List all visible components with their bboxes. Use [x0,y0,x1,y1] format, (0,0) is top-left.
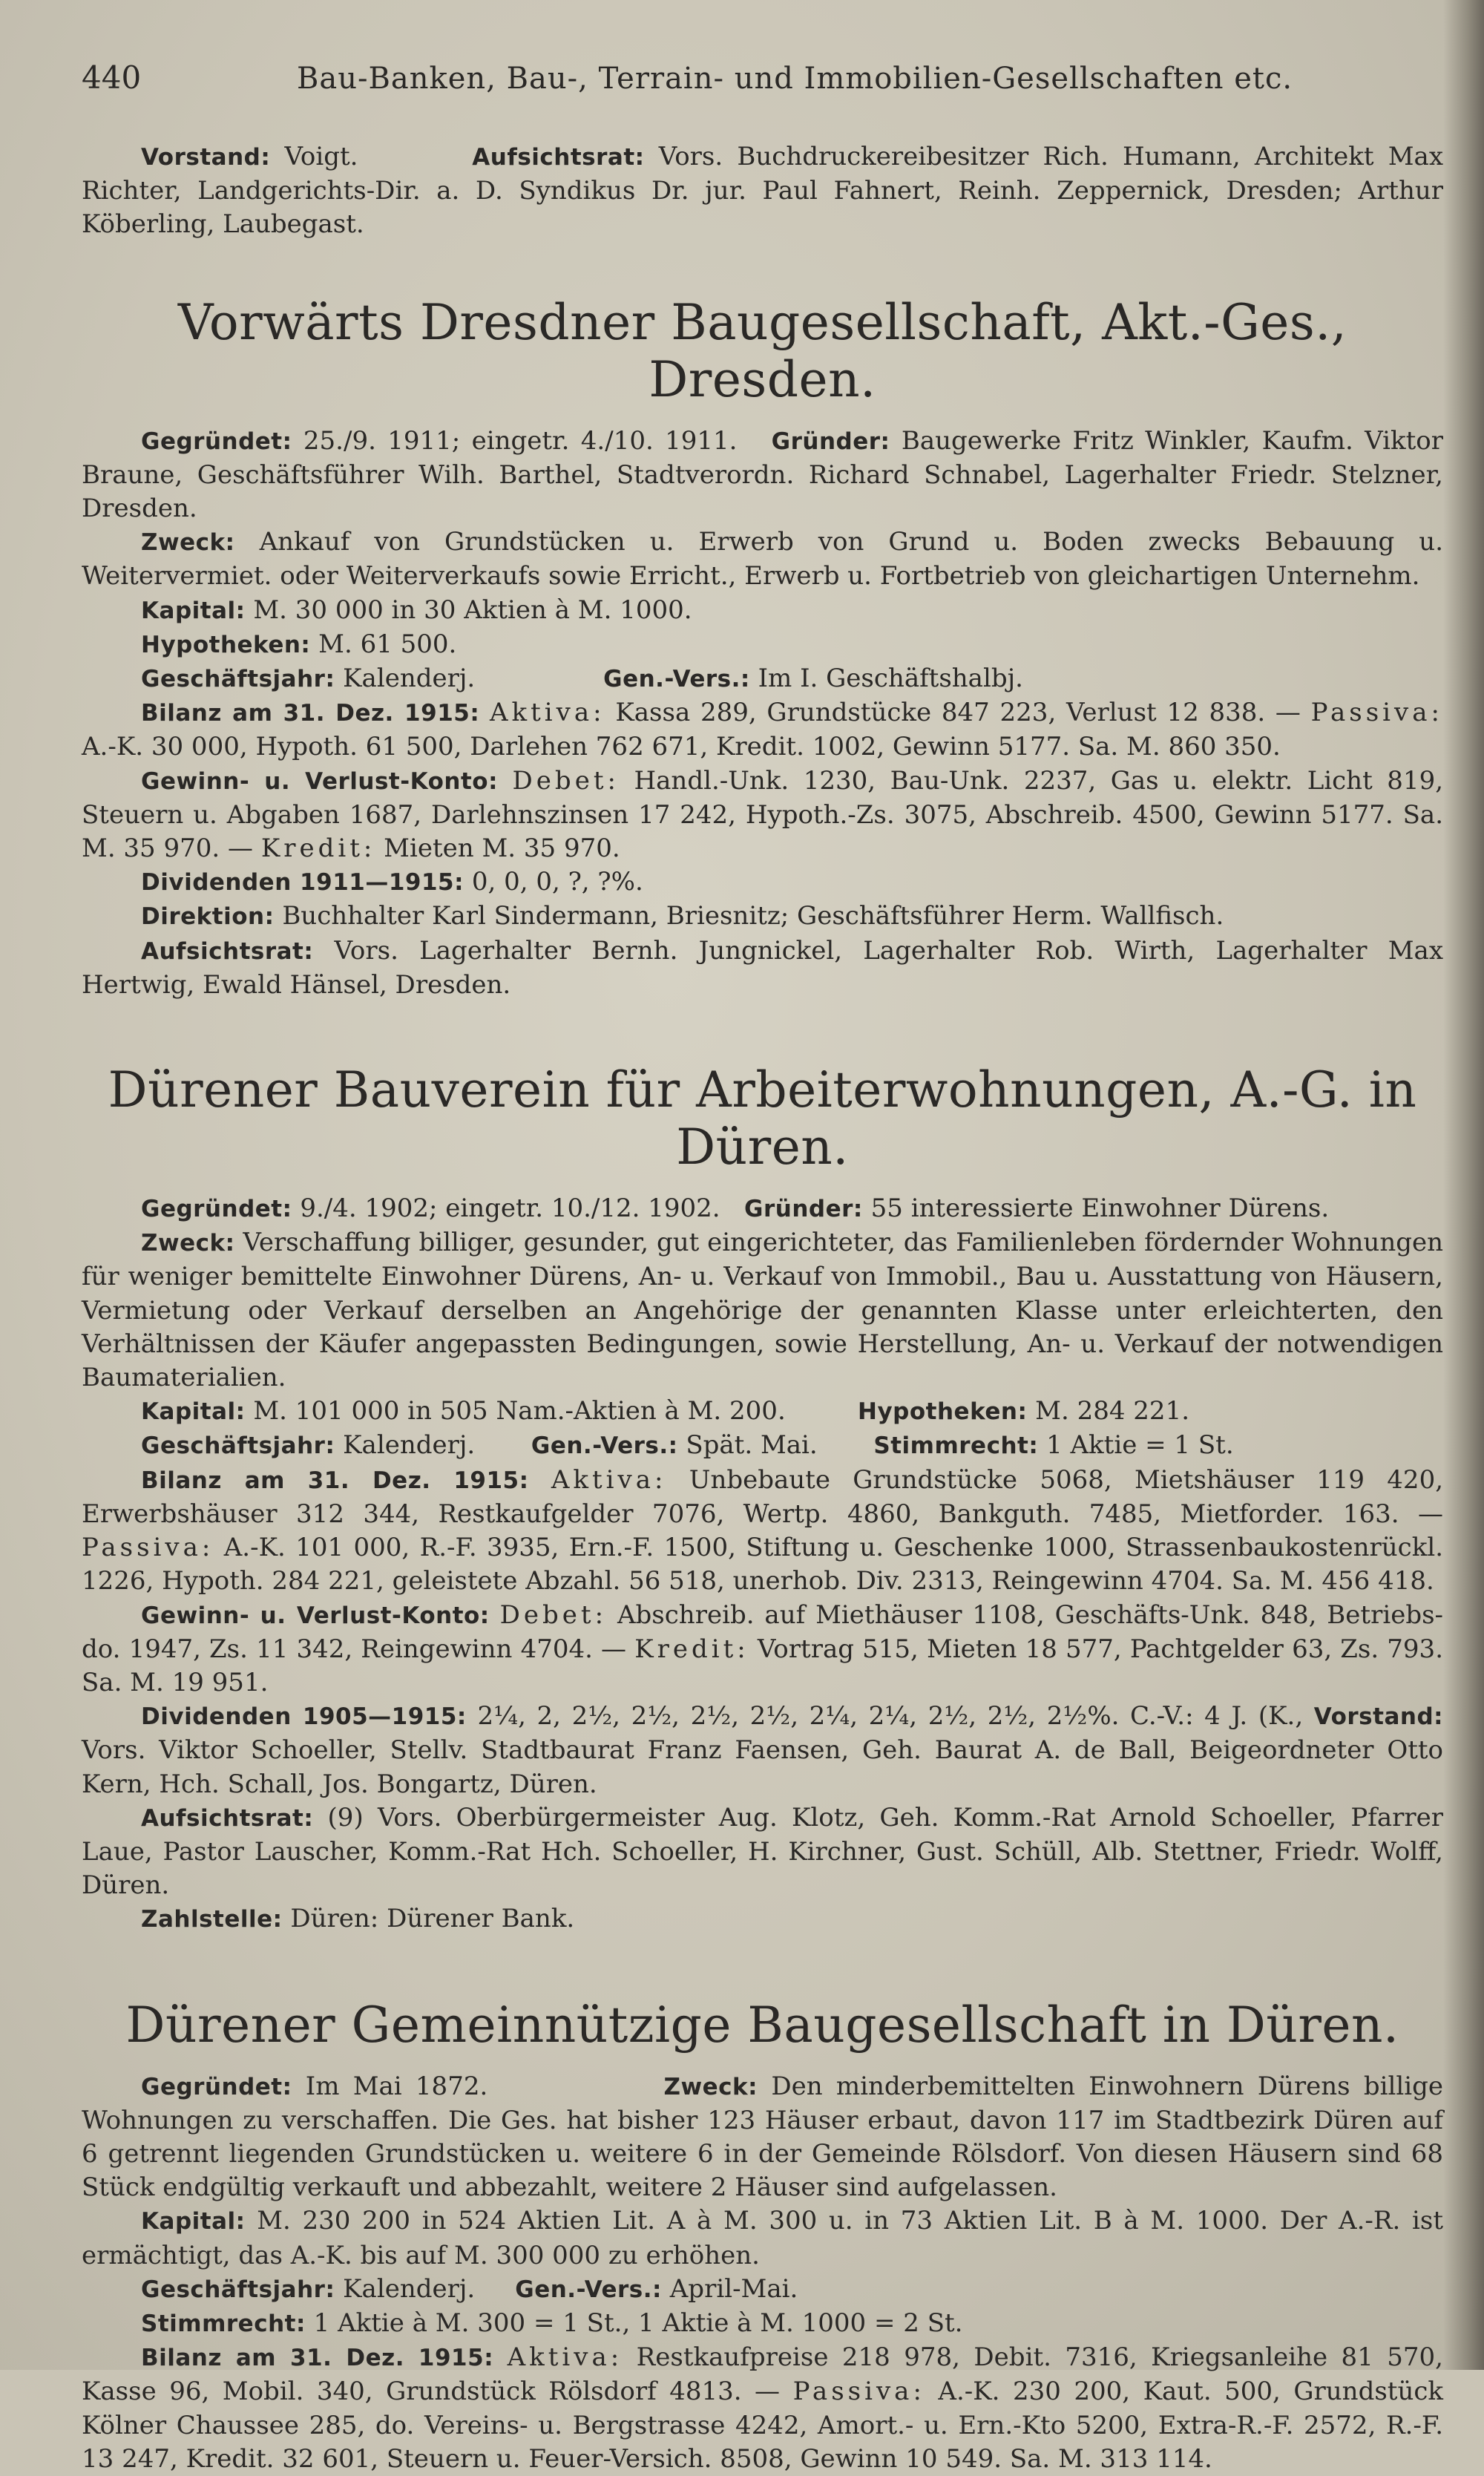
field-text: M. 230 200 in 524 Aktien Lit. A à M. 300 u. in 73 Aktien Lit. B à M. 1000. Der A.-R. ist ermächtigt, das A.-K. bis auf M. 300 000 zu erhöhen. [82,2206,1443,2270]
field-label: Gegründet: [141,428,292,455]
field-label: Dividenden 1905—1915: [141,1703,467,1731]
field-label: Aufsichtsrat: [141,937,314,965]
field-text: Mieten M. 35 970. [384,833,620,864]
page-number: 440 [82,59,142,96]
field-text: 55 interessierte Einwohner Dürens. [870,1193,1330,1224]
field-text: Spät. Mai. [686,1430,818,1461]
entry-paragraph [82,2070,1443,2205]
field-text: Ankauf von Grundstücken u. Erwerb von Grund u. Boden zwecks Bebauung u. Weitervermiet. oder Weiterverkaufs sowie Erricht., Erwerb u. Fortbetrieb von gleichartigen Unternehm. [82,527,1444,592]
field-label: Zweck: [663,2073,758,2100]
field-text: Buchhalter Karl Sindermann, Briesnitz; Geschäftsführer Herm. Wallfisch. [282,901,1224,931]
company-title: Vorwärts Dresdner Baugesellschaft, Akt.-Ges., Dresden. [177,293,1347,408]
field-text: Verschaffung billiger, gesunder, gut eingerichteter, das Familienleben fördernder Wohnungen für weniger bemittelte Einwohner Dürens, An- u. Verkauf von Immobil., Bau u. Ausstattung von Häusern, Vermietung oder Verkauf derselben an Angehörige der genannten Klasse unter erleichterten, den Verhältnissen der Käufer angepassten Bedingungen, sowie Herstellung, An- u. Verkauf der notwendigen Baumaterialien. [82,1228,1443,1393]
page-binding-shadow [1443,0,1484,2370]
field-label: Gründer: [771,428,890,455]
field-text: M. 284 221. [1035,1396,1190,1427]
entry-paragraph [82,2204,1443,2272]
field-text: A.-K. 230 200, Kaut. 500, Grundstück Kölner Chaussee 285, do. Vereins- u. Bergstrasse 4242, Amort.- u. Ern.-Kto 5200, Extra-R.-F. 2572, R.-F. 13 247, Kredit. 32 601, Steuern u. Feuer-Versich. 8508, Gewinn 10 549. Sa. M. 313 114. [82,2377,1443,2474]
entry-paragraph [82,425,1443,526]
spaced-label: Passiva: [1310,698,1443,728]
entry-paragraph [82,696,1443,764]
company-title: Dürener Gemeinnützige Baugesellschaft in Düren. [125,1996,1399,2054]
field-label: Gewinn- u. Verlust-Konto: [141,1602,490,1629]
field-text: M. 30 000 in 30 Aktien à M. 1000. [253,595,692,625]
field-text: Abschreib. auf Miethäuser 1108, Geschäfts-Unk. 848, Betriebs- do. 1947, Zs. 11 342, Reingewinn 4704. — [82,1599,1444,1664]
spaced-label: Kredit: [260,833,376,864]
field-text: 25./9. 1911; eingetr. 4./10. 1911. [303,425,738,456]
entry-paragraph [82,2307,1443,2341]
entry-paragraph [82,1902,1443,1936]
field-label: Vorstand: [1313,1703,1444,1731]
field-text: Handl.-Unk. 1230, Bau-Unk. 2237, Gas u. elektr. Licht 819, Steuern u. Abgaben 1687, Darlehnszinsen 17 242, Hypoth.-Zs. 3075, Abschreib. 4500, Gewinn 5177. Sa. M. 35 970. — [82,765,1444,864]
field-text: Kalenderj. [343,664,476,694]
field-label: Gewinn- u. Verlust-Konto: [141,767,498,795]
field-label: Hypotheken: [141,631,311,658]
page-content [82,59,1443,2476]
field-label: Stimmrecht: [141,2310,306,2337]
company-title: Dürener Bauverein für Arbeiterwohnungen, A.-G. in Düren. [108,1061,1417,1176]
entry-paragraph [82,934,1443,1002]
field-label: Zweck: [141,1230,235,1257]
entry-paragraph [82,1192,1443,1226]
field-label: Aufsichtsrat: [472,144,645,171]
field-label: Zweck: [141,529,235,557]
field-label: Kapital: [141,597,246,624]
field-label: Aufsichtsrat: [141,1804,314,1832]
field-text: Voigt. [284,142,358,171]
entry-paragraph [82,1464,1443,1599]
company-entry [82,294,1443,1002]
field-label: Vorstand: [141,144,271,171]
field-text: Im Mai 1872. [305,2071,488,2101]
company-entry [82,1061,1443,1936]
field-text: Den minderbemittelten Einwohnern Dürens billige Wohnungen zu verschaffen. Die Ges. hat bisher 123 Häuser erbaut, davon 117 im Stadtbezirk Düren auf 6 getrennt liegenden Grundstücken u. weitere 6 in der Gemeinde Rölsdorf. Von diesen Häusern sind 68 Stück endgültig verkauft und abbezahlt, weitere 2 Häuser sind aufgelassen. [82,2071,1444,2203]
running-header [82,59,1443,96]
entry-paragraph [82,1599,1443,1700]
field-label: Gen.-Vers.: [603,666,750,693]
field-text: 0, 0, 0, ?, ?%. [471,867,643,897]
field-text: Kassa 289, Grundstücke 847 223, Verlust 12 838. — [615,698,1301,728]
field-text: Kalenderj. [343,1430,476,1461]
spaced-label: Debet: [512,765,620,796]
running-title: Bau-Banken, Bau-, Terrain- und Immobilien-Gesellschaften etc. [297,62,1293,96]
entry-paragraph [82,900,1443,934]
field-label: Direktion: [141,903,275,931]
field-label: Gegründet: [141,1196,292,1223]
company-entry [82,1997,1443,2476]
field-label: Zahlstelle: [141,1906,283,1933]
field-label: Kapital: [141,1398,246,1426]
entry-paragraph [82,2273,1443,2307]
field-text: Vors. Buchdruckereibesitzer Rich. Humann, Architekt Max Richter, Landgerichts-Dir. a. D. Syndikus Dr. jur. Paul Fahnert, Reinh. Zeppernick, Dresden; Arthur Köberling, Laubegast. [82,142,1444,240]
entry-paragraph [82,865,1443,900]
entry-paragraph [82,594,1443,628]
spaced-label: Passiva: [82,1533,214,1563]
field-label: Bilanz am 31. Dez. 1915: [141,1467,529,1494]
field-text: Unbebaute Grundstücke 5068, Mietshäuser 119 420, Erwerbshäuser 312 344, Restkaufgelder 7076, Wertp. 4860, Bankguth. 7485, Mietforder. 163. — [82,1464,1444,1529]
field-label: Geschäftsjahr: [141,1432,335,1460]
continued-vorstand [82,140,1443,242]
field-text: Im I. Geschäftshalbj. [758,664,1023,694]
field-label: Geschäftsjahr: [141,2276,335,2303]
field-text: Kalenderj. [343,2273,476,2304]
field-text: (9) Vors. Oberbürgermeister Aug. Klotz, Geh. Komm.-Rat Arnold Schoeller, Pfarrer Laue, Pastor Lauscher, Komm.-Rat Hch. Schoeller, H. Kirchner, Gust. Schüll, Alb. Stettner, Friedr. Wolff, Düren. [82,1802,1443,1901]
field-label: Gen.-Vers.: [531,1432,678,1460]
field-label: Stimmrecht: [873,1432,1039,1460]
spaced-label: Aktiva: [489,698,605,728]
spaced-label: Aktiva: [507,2342,623,2373]
field-text: A.-K. 30 000, Hypoth. 61 500, Darlehen 762 671, Kredit. 1002, Gewinn 5177. Sa. M. 860 350. [82,732,1281,762]
field-label: Bilanz am 31. Dez. 1915: [141,700,480,727]
spaced-label: Aktiva: [551,1464,667,1495]
field-label: Hypotheken: [858,1398,1028,1426]
entry-paragraph [82,1395,1443,1429]
field-text: 9./4. 1902; eingetr. 10./12. 1902. [300,1193,720,1224]
field-label: Gen.-Vers.: [515,2276,662,2303]
field-label: Geschäftsjahr: [141,666,335,693]
field-label: Gründer: [744,1196,863,1223]
field-text: 2¼, 2, 2½, 2½, 2½, 2½, 2¼, 2¼, 2½, 2½, 2½%. C.-V.: 4 J. (K., [477,1701,1304,1732]
spaced-label: Kredit: [634,1634,749,1664]
field-label: Gegründet: [141,2073,292,2100]
continued-entry [82,140,1443,242]
entry-paragraph [82,1226,1443,1395]
field-text: 1 Aktie à M. 300 = 1 St., 1 Aktie à M. 1000 = 2 St. [313,2308,963,2338]
entry-paragraph [82,1429,1443,1463]
entry-paragraph [82,2341,1443,2476]
field-text: Restkaufpreise 218 978, Debit. 7316, Kriegsanleihe 81 570, Kasse 96, Mobil. 340, Grundstück Rölsdorf 4813. — [82,2342,1443,2407]
entry-paragraph [82,1801,1443,1903]
spaced-label: Passiva: [792,2377,925,2407]
entry-paragraph [82,1700,1443,1801]
field-text: Baugewerke Fritz Winkler, Kaufm. Viktor Braune, Geschäftsführer Wilh. Barthel, Stadtverordn. Richard Schnabel, Lagerhalter Friedr. Stelzner, Dresden. [82,425,1443,524]
field-label: Kapital: [141,2208,246,2236]
field-text: Vortrag 515, Mieten 18 577, Pachtgelder 63, Zs. 793. Sa. M. 19 951. [82,1634,1443,1697]
field-text: Düren: Dürener Bank. [290,1904,575,1934]
field-label: Dividenden 1911—1915: [141,869,464,897]
entry-paragraph [82,764,1443,866]
field-text: M. 61 500. [318,629,457,659]
spaced-label: Debet: [499,1599,608,1630]
field-text: Vors. Viktor Schoeller, Stellv. Stadtbaurat Franz Faensen, Geh. Baurat A. de Ball, Beigeordneter Otto Kern, Hch. Schall, Jos. Bongartz, Düren. [82,1735,1443,1799]
entry-paragraph [82,662,1443,696]
field-text: M. 101 000 in 505 Nam.-Aktien à M. 200. [253,1396,786,1427]
entry-paragraph [82,525,1443,593]
field-text: 1 Aktie = 1 St. [1046,1430,1234,1461]
field-text: Vors. Lagerhalter Bernh. Jungnickel, Lagerhalter Rob. Wirth, Lagerhalter Max Hertwig, Ewald Hänsel, Dresden. [82,935,1444,1000]
field-text: April-Mai. [669,2273,798,2304]
field-text: A.-K. 101 000, R.-F. 3935, Ern.-F. 1500, Stiftung u. Geschenke 1000, Strassenbaukostenrückl. 1226, Hypoth. 284 221, geleistete Abzahl. 56 518, unerhob. Div. 2313, Reingewinn 4704. Sa. M. 456 418. [82,1533,1444,1596]
field-label: Bilanz am 31. Dez. 1915: [141,2345,494,2372]
entry-paragraph [82,628,1443,662]
